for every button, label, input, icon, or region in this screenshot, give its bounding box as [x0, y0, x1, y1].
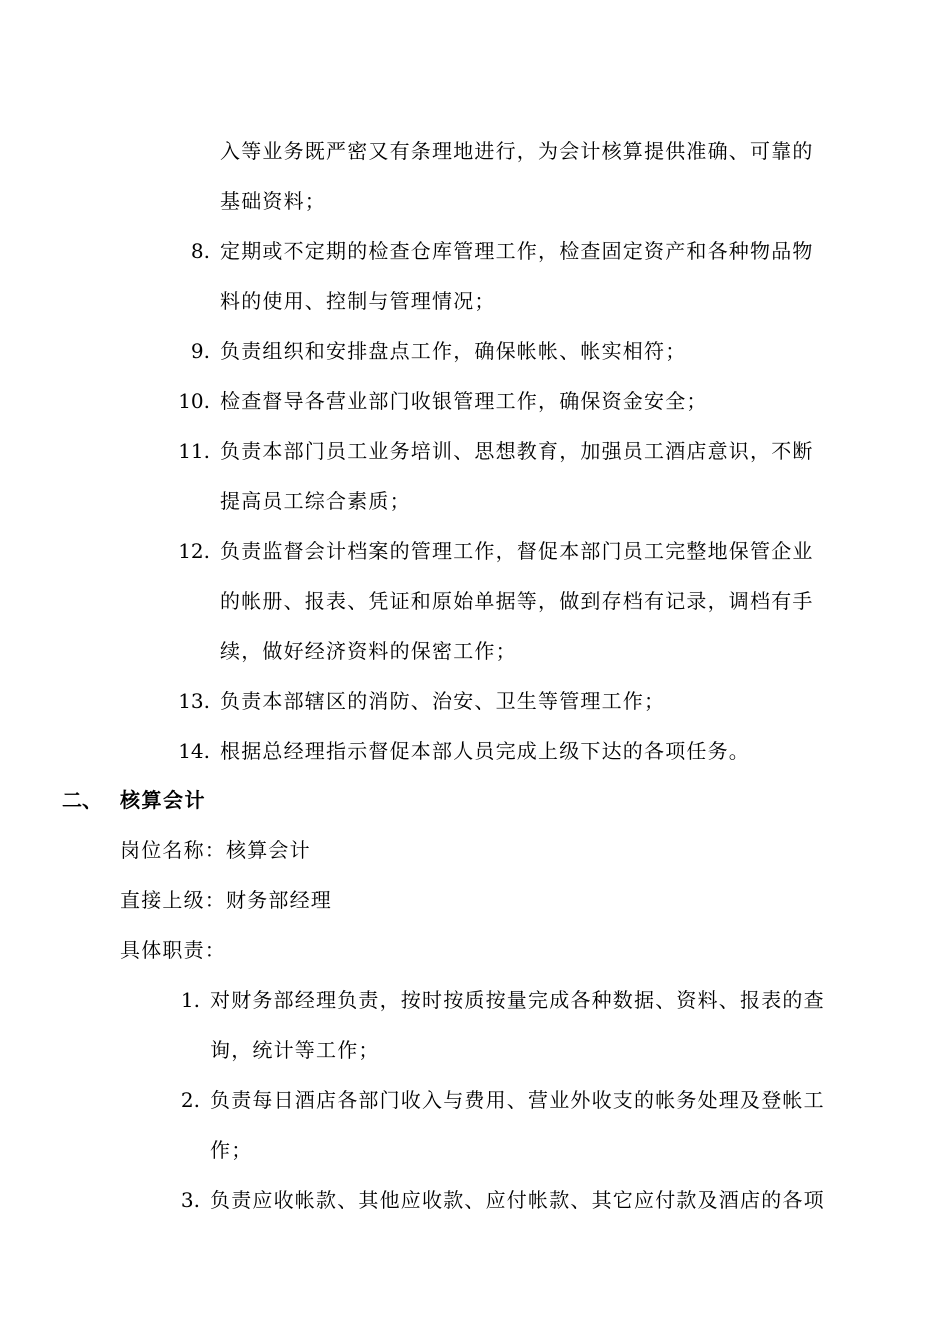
- item-8-line-1: 定期或不定期的检查仓库管理工作，检查固定资产和各种物品物: [220, 239, 814, 263]
- item-11-line-2: 提高员工综合素质；: [220, 489, 411, 513]
- item-12-line-3: 续，做好经济资料的保密工作；: [220, 639, 517, 663]
- item-12-line-1: 负责监督会计档案的管理工作，督促本部门员工完整地保管企业: [220, 539, 814, 563]
- item-8-line-2: 料的使用、控制与管理情况；: [220, 289, 496, 313]
- item-14-line-1: 根据总经理指示督促本部人员完成上级下达的各项任务。: [220, 739, 750, 763]
- item-7-continuation-line-2: 基础资料；: [220, 189, 326, 213]
- item-11-number: 11.: [178, 439, 210, 463]
- item-10-line-1: 检查督导各营业部门收银管理工作，确保资金安全；: [220, 389, 708, 413]
- item-14-number: 14.: [178, 739, 210, 763]
- duty-3-line-1: 负责应收帐款、其他应收款、应付帐款、其它应付款及酒店的各项: [210, 1188, 825, 1212]
- item-13-number: 13.: [178, 689, 210, 713]
- position-name: 岗位名称：核算会计: [120, 838, 311, 862]
- duties-label: 具体职责：: [120, 938, 226, 962]
- item-10-number: 10.: [178, 389, 210, 413]
- section-2-number: 二、: [62, 788, 102, 812]
- item-7-continuation-line-1: 入等业务既严密又有条理地进行，为会计核算提供准确、可靠的: [220, 139, 814, 163]
- duty-2-number: 2.: [180, 1088, 200, 1112]
- duty-3-number: 3.: [180, 1188, 200, 1212]
- duty-2-line-1: 负责每日酒店各部门收入与费用、营业外收支的帐务处理及登帐工: [210, 1088, 825, 1112]
- item-11-line-1: 负责本部门员工业务培训、思想教育，加强员工酒店意识，不断: [220, 439, 814, 463]
- item-9-line-1: 负责组织和安排盘点工作，确保帐帐、帐实相符；: [220, 339, 687, 363]
- item-8-number: 8.: [190, 239, 210, 263]
- item-12-number: 12.: [178, 539, 210, 563]
- item-9-number: 9.: [190, 339, 210, 363]
- duty-1-line-2: 询，统计等工作；: [210, 1038, 380, 1062]
- item-12-line-2: 的帐册、报表、凭证和原始单据等，做到存档有记录，调档有手: [220, 589, 814, 613]
- duty-1-line-1: 对财务部经理负责，按时按质按量完成各种数据、资料、报表的查: [210, 988, 825, 1012]
- direct-superior: 直接上级：财务部经理: [120, 888, 332, 912]
- item-13-line-1: 负责本部辖区的消防、治安、卫生等管理工作；: [220, 689, 666, 713]
- section-2-title: 核算会计: [120, 788, 206, 812]
- duty-2-line-2: 作；: [210, 1138, 253, 1162]
- duty-1-number: 1.: [180, 988, 200, 1012]
